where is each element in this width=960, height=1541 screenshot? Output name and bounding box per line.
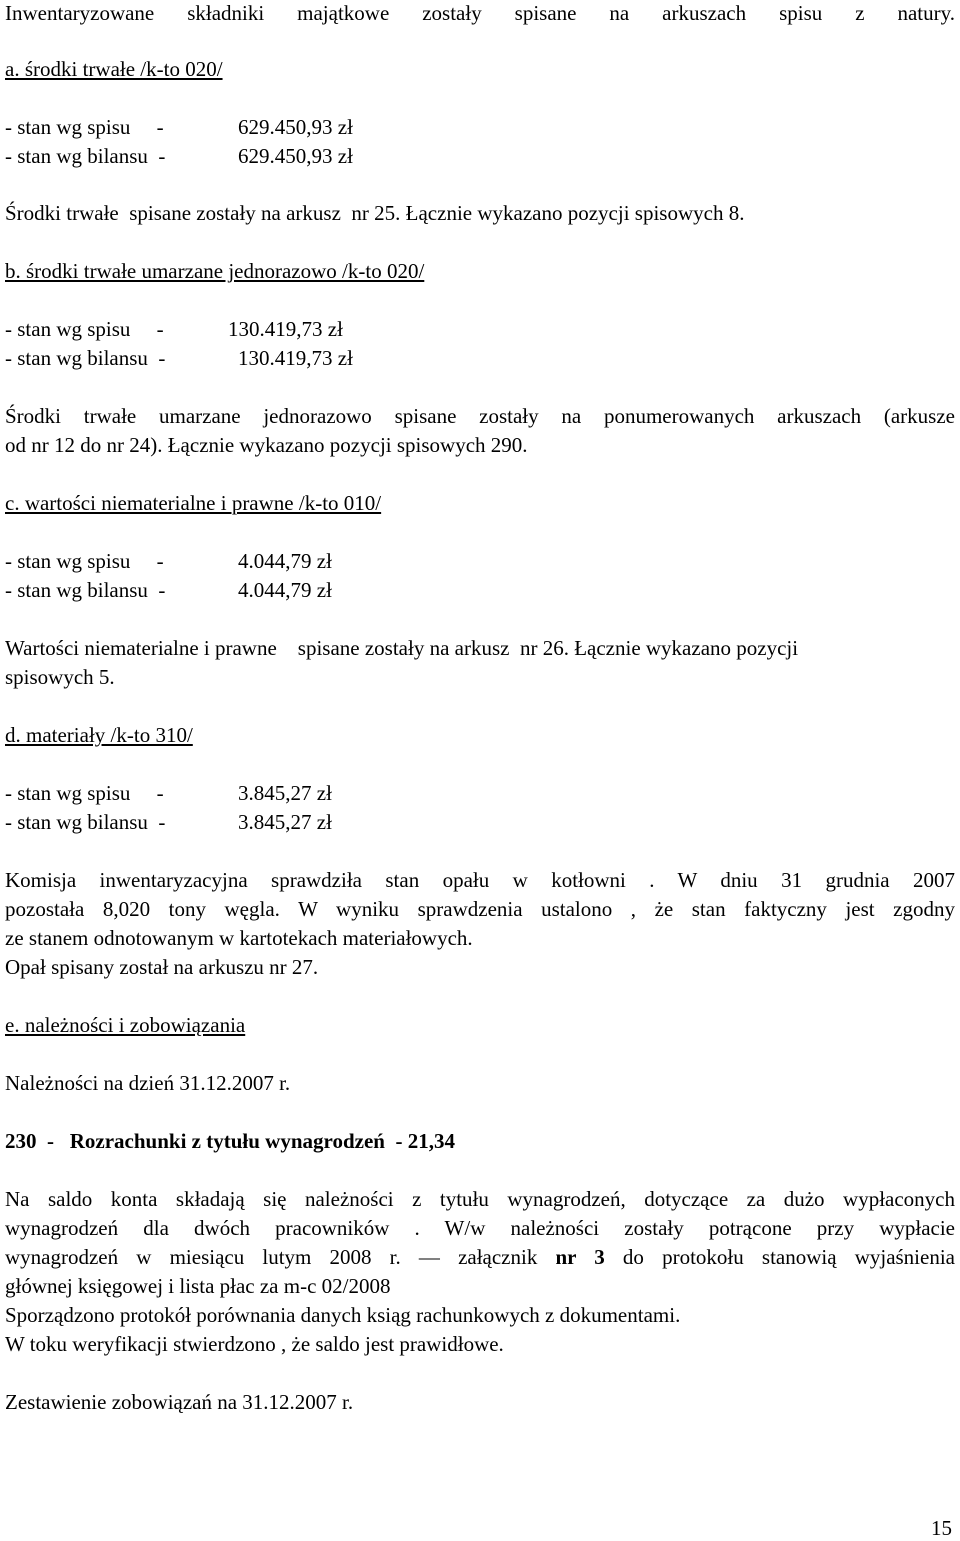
account-230-paragraph-line-5: Sporządzono protokół porównania danych ksiąg rachunkowych z dokumentami. [5, 1303, 681, 1327]
page-number: 15 [931, 1516, 952, 1540]
section-b-spis-label: - stan wg spisu - [5, 317, 164, 341]
section-a-spis-label: - stan wg spisu - [5, 115, 164, 139]
section-c-bilans-label: - stan wg bilansu - [5, 578, 166, 602]
section-d-bilans-value: 3.845,27 zł [238, 810, 332, 834]
section-e-heading: e. należności i zobowiązania [5, 1013, 246, 1037]
line-3-pre: wynagrodzeń w miesiącu lutym 2008 r. ― załącznik [5, 1245, 556, 1269]
liabilities-heading: Zestawienie zobowiązań na 31.12.2007 r. [5, 1390, 354, 1414]
section-d-paragraph-line-2: pozostała 8,020 tony węgla. W wyniku sprawdzenia ustalono , że stan faktyczny jest zgodny [5, 897, 955, 921]
section-a-bilans-label: - stan wg bilansu - [5, 144, 166, 168]
section-d-heading: d. materiały /k-to 310/ [5, 723, 193, 747]
section-a-bilans-value: 629.450,93 zł [238, 144, 353, 168]
section-d-paragraph-line-4: Opał spisany został na arkuszu nr 27. [5, 955, 319, 979]
section-b-summary-line-2: od nr 12 do nr 24). Łącznie wykazano pozycji spisowych 290. [5, 433, 528, 457]
section-a-heading: a. środki trwałe /k-to 020/ [5, 57, 223, 81]
section-b-bilans-value: 130.419,73 zł [238, 346, 353, 370]
section-d-bilans-label: - stan wg bilansu - [5, 810, 166, 834]
section-d-spis-label: - stan wg spisu - [5, 781, 164, 805]
line-3-post: do protokołu stanowią wyjaśnienia [604, 1245, 955, 1269]
section-a-spis-value: 629.450,93 zł [238, 115, 353, 139]
intro-line: Inwentaryzowane składniki majątkowe zostały spisane na arkuszach spisu z natury. [5, 1, 955, 25]
section-c-bilans-value: 4.044,79 zł [238, 578, 332, 602]
section-b-bilans-label: - stan wg bilansu - [5, 346, 166, 370]
section-b-heading: b. środki trwałe umarzane jednorazowo /k-to 020/ [5, 259, 425, 283]
section-c-spis-value: 4.044,79 zł [238, 549, 332, 573]
section-c-summary-line-2: spisowych 5. [5, 665, 115, 689]
account-230-paragraph-line-6: W toku weryfikacji stwierdzono , że saldo jest prawidłowe. [5, 1332, 504, 1356]
account-230-heading: 230 - Rozrachunki z tytułu wynagrodzeń - 21,34 [5, 1129, 455, 1153]
section-c-spis-label: - stan wg spisu - [5, 549, 164, 573]
section-b-spis-value: 130.419,73 zł [228, 317, 343, 341]
receivables-date: Należności na dzień 31.12.2007 r. [5, 1071, 291, 1095]
account-230-paragraph-line-4: głównej księgowej i lista płac za m-c 02/2008 [5, 1274, 391, 1298]
account-230-paragraph-line-3 [5, 1244, 955, 1270]
section-b-summary-line-1: Środki trwałe umarzane jednorazowo spisane zostały na ponumerowanych arkuszach (arkusze [5, 404, 955, 428]
attachment-number: nr 3 [555, 1245, 605, 1269]
section-c-heading: c. wartości niematerialne i prawne /k-to 010/ [5, 491, 382, 515]
section-d-spis-value: 3.845,27 zł [238, 781, 332, 805]
section-d-paragraph-line-3: ze stanem odnotowanym w kartotekach materiałowych. [5, 926, 473, 950]
section-c-summary-line-1: Wartości niematerialne i prawne spisane zostały na arkusz nr 26. Łącznie wykazano pozycji [5, 636, 799, 660]
account-230-paragraph-line-2: wynagrodzeń dla dwóch pracowników . W/w należności zostały potrącone przy wypłacie [5, 1216, 955, 1240]
section-a-summary: Środki trwałe spisane zostały na arkusz nr 25. Łącznie wykazano pozycji spisowych 8. [5, 201, 745, 225]
account-230-paragraph-line-1: Na saldo konta składają się należności z tytułu wynagrodzeń, dotyczące za dużo wypłaconych [5, 1187, 955, 1211]
section-d-paragraph-line-1: Komisja inwentaryzacyjna sprawdziła stan opału w kotłowni . W dniu 31 grudnia 2007 [5, 868, 955, 892]
